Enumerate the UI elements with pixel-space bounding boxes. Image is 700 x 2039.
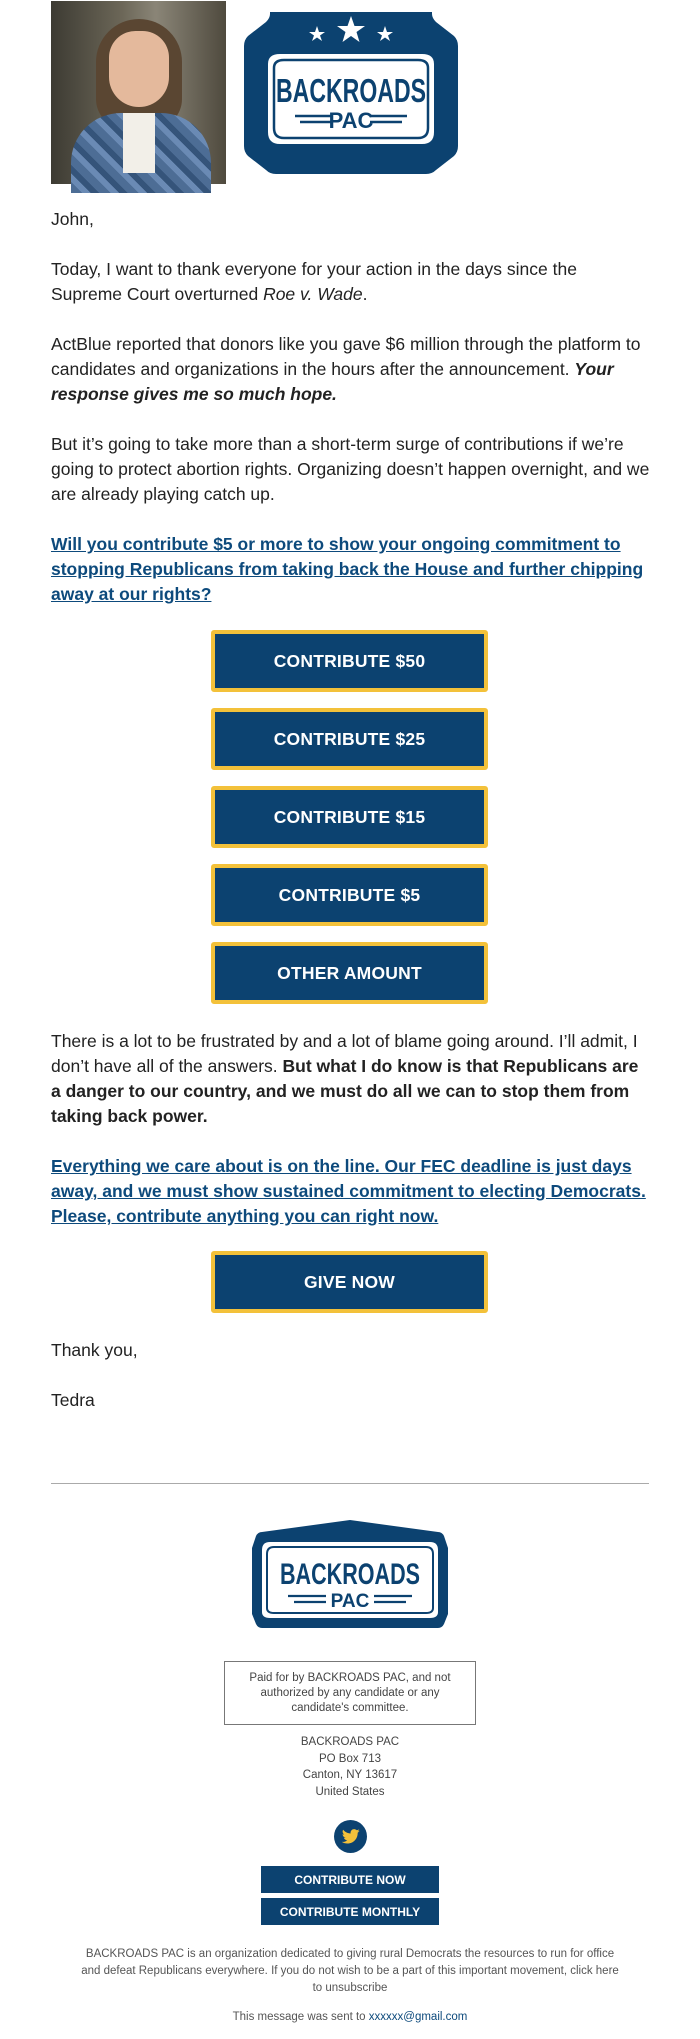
paid-for-disclaimer: Paid for by BACKROADS PAC, and not authorized by any candidate or any candidate's committee.	[224, 1661, 476, 1725]
contribute-monthly-button[interactable]: CONTRIBUTE MONTHLY	[261, 1898, 439, 1925]
address-line: BACKROADS PAC	[300, 1736, 400, 1748]
paragraph-actblue: ActBlue reported that donors like you gave $6 million through the platform to candidates and organizations in the hours after the announcement. Your response gives me so much hope.	[51, 334, 641, 404]
paragraph-thanks: Today, I want to thank everyone for your action in the days since the Supreme Court overturned Roe v. Wade.	[51, 259, 577, 304]
greeting: John,	[51, 209, 94, 229]
signature: Tedra	[51, 1390, 95, 1410]
contribute-5-button[interactable]: CONTRIBUTE $5	[211, 864, 488, 926]
twitter-icon[interactable]	[334, 1820, 367, 1853]
address-line: PO Box 713	[318, 1752, 381, 1765]
signoff: Thank you,	[51, 1340, 138, 1360]
logo-line2: PAC	[328, 108, 374, 133]
sent-to-notice: This message was sent to xxxxxx@gmail.com	[232, 2011, 468, 2023]
mission-unsubscribe-text[interactable]: BACKROADS PAC is an organization dedicated to giving rural Democrats the resources to run for office and defeat Republicans everywhere. If you do not wish to be a part of this important movement, click here to unsubscribe	[81, 1948, 619, 1994]
logo-line1: BACKROADS	[276, 72, 426, 109]
paragraph-organizing: But it’s going to take more than a short-term surge of contributions if we’re going to protect abortion rights. Organizing doesn’t happen overnight, and we are already playing catch up.	[51, 434, 650, 504]
footer-backroads-pac-logo	[248, 1518, 452, 1642]
fec-deadline-link[interactable]: Everything we care about is on the line. Our FEC deadline is just days away, and we must show sustained commitment to electing Democrats. Please, contribute anything you can right now.	[51, 1156, 646, 1226]
contribute-now-button[interactable]: CONTRIBUTE NOW	[261, 1866, 439, 1893]
give-now-button[interactable]: GIVE NOW	[211, 1251, 488, 1313]
candidate-photo	[51, 1, 226, 184]
paragraph-frustrated: There is a lot to be frustrated by and a lot of blame going around. I’ll admit, I don’t have all of the answers. But what I do know is that Republicans are a danger to our country, and we must do all we can to stop them from taking back power.	[51, 1031, 639, 1126]
contribute-15-button[interactable]: CONTRIBUTE $15	[211, 786, 488, 848]
contribute-25-button[interactable]: CONTRIBUTE $25	[211, 708, 488, 770]
other-amount-button[interactable]: OTHER AMOUNT	[211, 942, 488, 1004]
mailing-address	[200, 1734, 500, 1800]
address-line: United States	[315, 1785, 385, 1798]
contribute-50-button[interactable]: CONTRIBUTE $50	[211, 630, 488, 692]
footer-logo-line1: BACKROADS	[280, 1558, 420, 1591]
recipient-email[interactable]: xxxxxx@gmail.com	[368, 2011, 468, 2023]
backroads-pac-logo	[240, 4, 462, 182]
twitter-bird-icon	[342, 1829, 360, 1844]
address-line: Canton, NY 13617	[302, 1769, 398, 1781]
footer-logo-line2: PAC	[330, 1591, 370, 1612]
contribute-ask-link[interactable]: Will you contribute $5 or more to show your ongoing commitment to stopping Republicans from taking back the House and further chipping away at our rights?	[51, 534, 644, 604]
footer-divider	[51, 1483, 649, 1484]
